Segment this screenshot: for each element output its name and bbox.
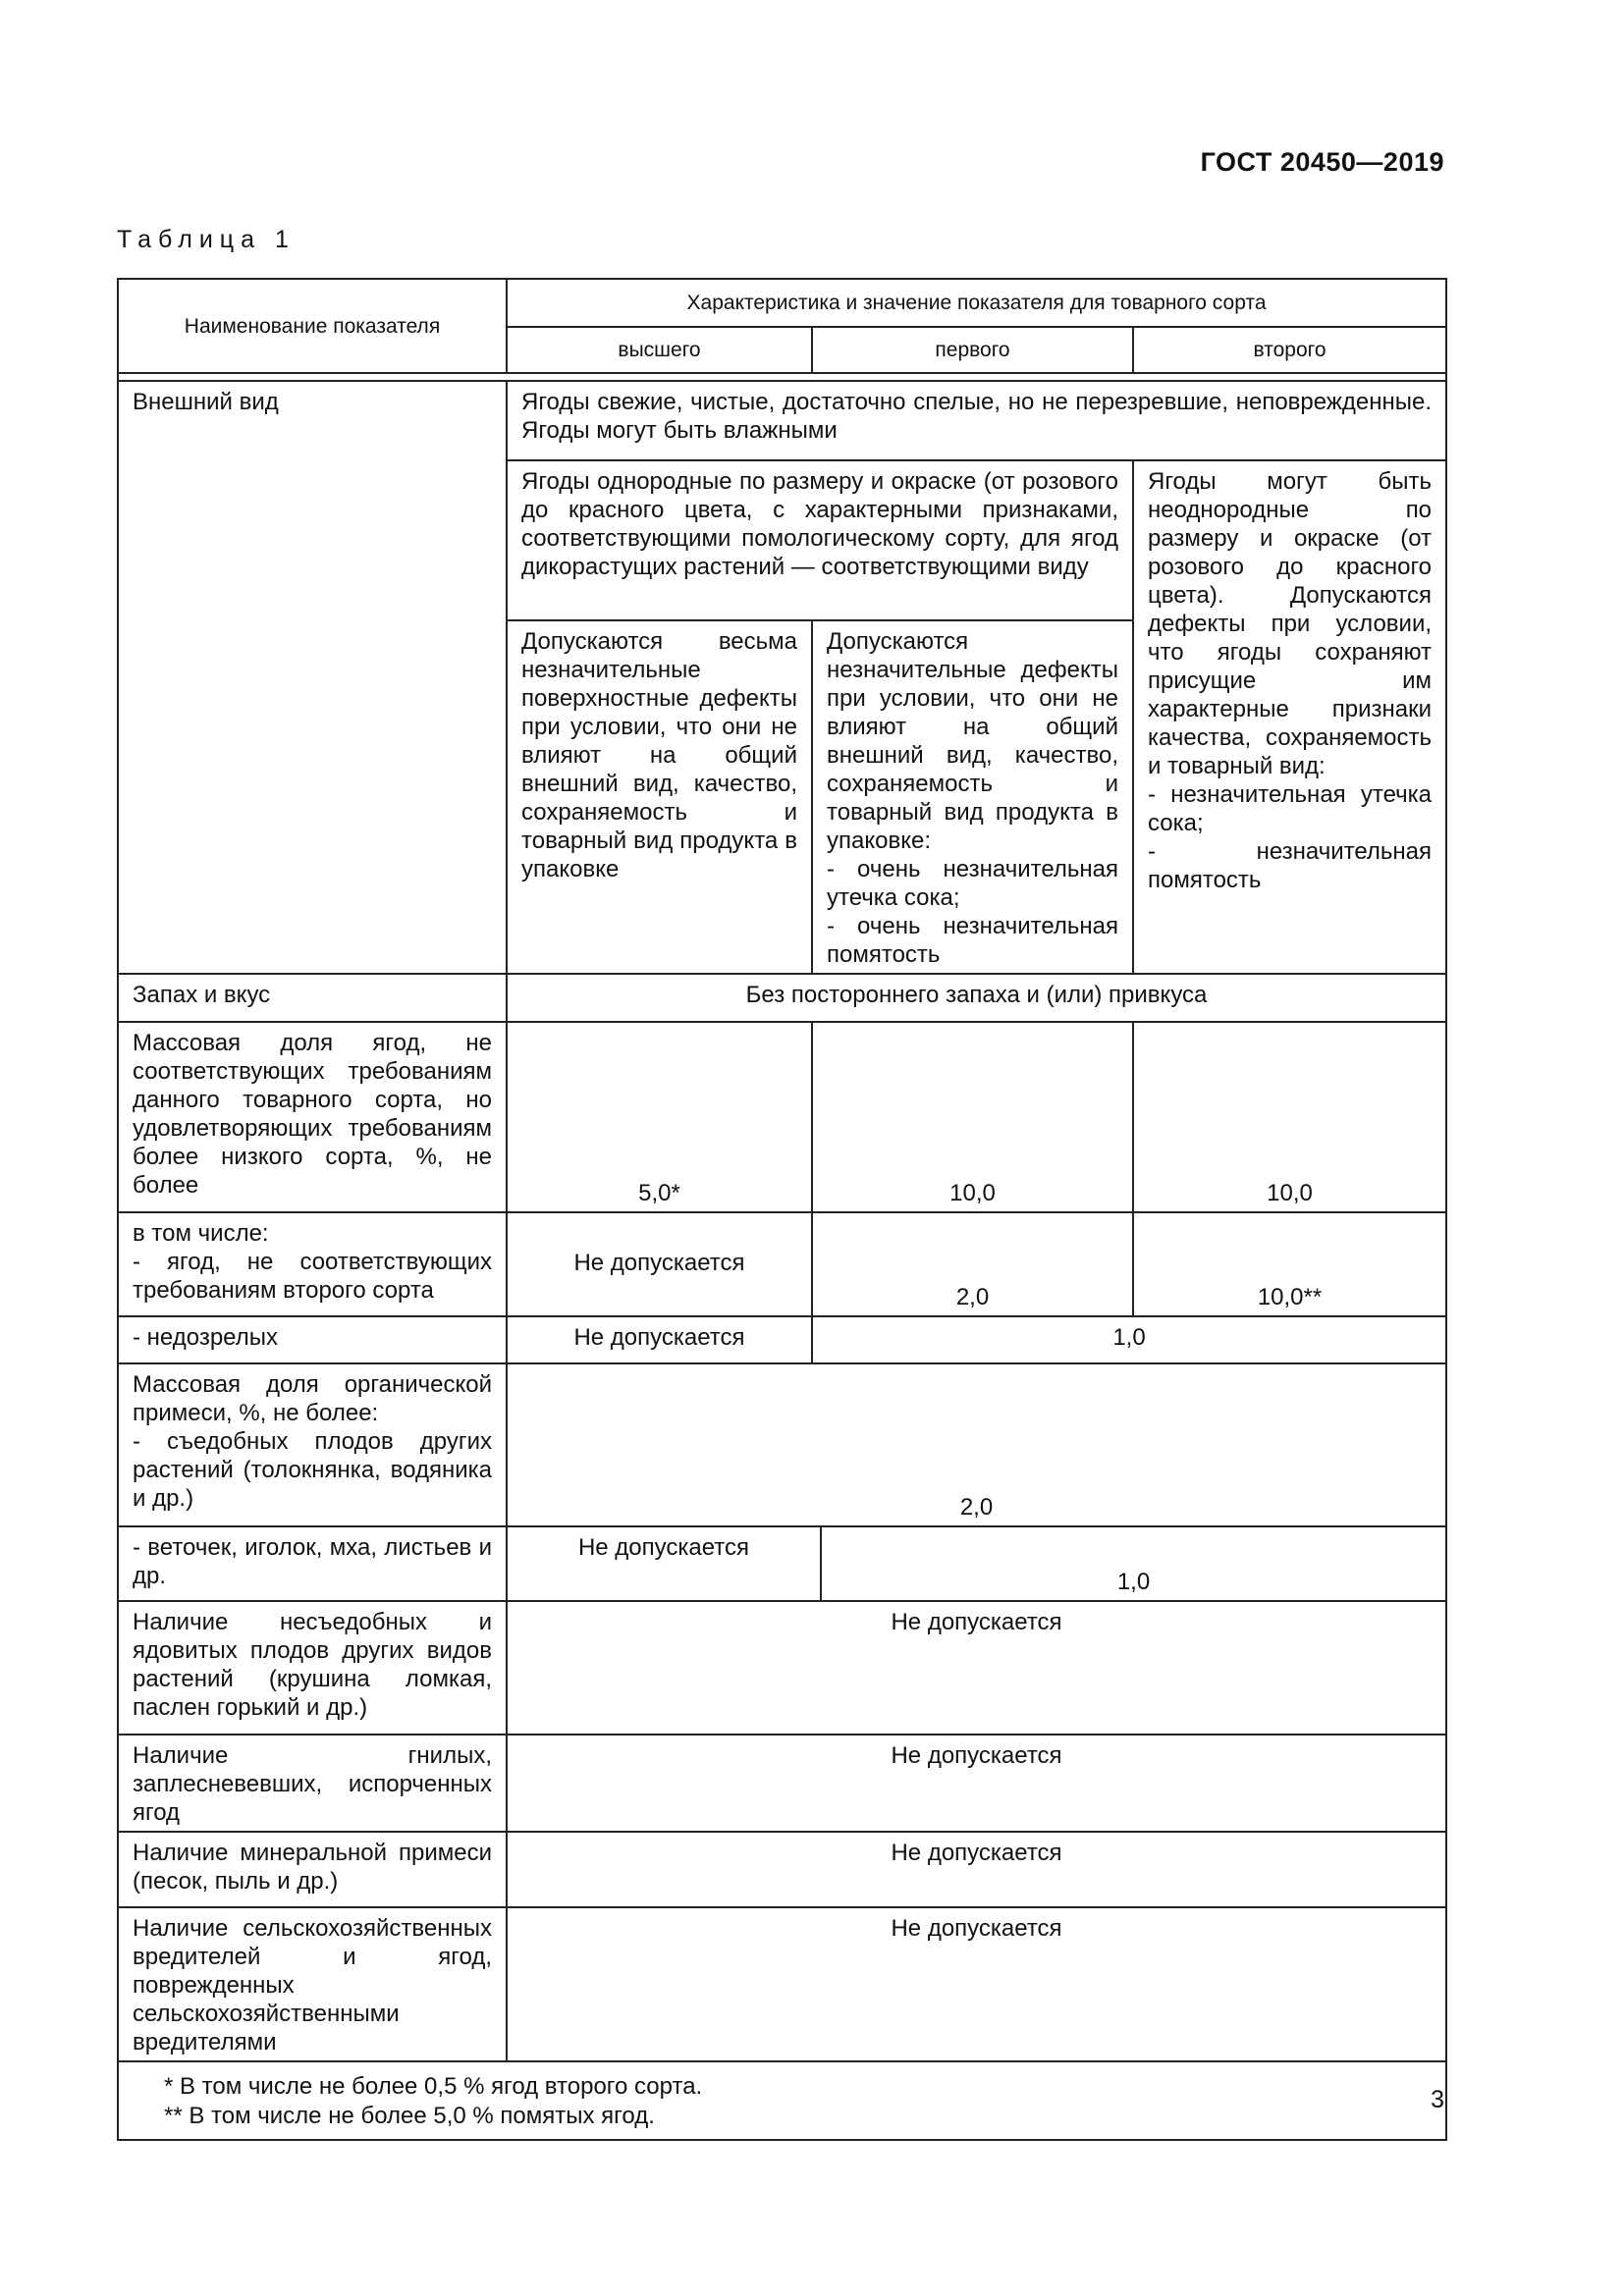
row-twigs-name: - веточек, иголок, мха, листьев и др.: [118, 1526, 507, 1601]
organic-value: 2,0: [507, 1363, 1446, 1526]
document-standard-number: ГОСТ 20450—2019: [1200, 147, 1444, 177]
mass-nonconforming-second: 10,0: [1133, 1022, 1446, 1212]
appearance-high-first: Ягоды однородные по размеру и окраске (от розового до красного цвета, с характерными признаками, соответствующими помологическому сорту, для ягод дикорастущих растений — соответствующими виду: [507, 460, 1133, 620]
page-number: 3: [1431, 2086, 1444, 2113]
row-pests-name: Наличие сельскохозяйственных вредителей и ягод, поврежденных сельскохозяйственными вредителями: [118, 1907, 507, 2061]
table-caption: Таблица 1: [117, 226, 296, 253]
quality-indicators-table: [117, 278, 1447, 2141]
row-unripe-name: - недозрелых: [118, 1316, 507, 1363]
appearance-second-item: - незначительная утечка сока;: [1148, 781, 1433, 836]
incl-second-high: Не допускается: [507, 1212, 812, 1316]
footnote: * В том числе не более 0,5 % ягод второго сорта.: [164, 2073, 703, 2100]
mass-nonconforming-high: 5,0*: [507, 1022, 812, 1212]
incl-second-first: 2,0: [812, 1212, 1133, 1316]
unripe-high: Не допускается: [507, 1316, 812, 1363]
organic-text: Массовая доля органической примеси, %, не более:: [133, 1371, 492, 1426]
header-grade-first: первого: [812, 327, 1133, 373]
appearance-all-grades: Ягоды свежие, чистые, достаточно спелые, но не перезревшие, неповрежденные. Ягоды могут быть влажными: [507, 381, 1446, 460]
appearance-first: [812, 620, 1133, 974]
twigs-high: Не допускается: [507, 1526, 821, 1601]
row-appearance-name: Внешний вид: [118, 381, 507, 974]
header-grade-second: второго: [1133, 327, 1446, 373]
appearance-first-item: - очень незначительная утечка сока;: [827, 856, 1118, 911]
rotten-value: Не допускается: [507, 1735, 1446, 1832]
appearance-second-item: - незначительная помятость: [1148, 838, 1433, 893]
header-indicator-name: Наименование показателя: [118, 279, 507, 373]
header-grade-high: высшего: [507, 327, 812, 373]
organic-sub: - съедобных плодов других растений (толокнянка, водяника и др.): [133, 1428, 492, 1512]
inedible-value: Не допускается: [507, 1601, 1446, 1735]
incl-second-second: 10,0**: [1133, 1212, 1446, 1316]
appearance-high: Допускаются весьма незначительные поверхностные дефекты при условии, что они не влияют на общий внешний вид, качество, сохраняемость и товарный вид продукта в упаковке: [507, 620, 812, 974]
row-rotten-name: Наличие гнилых, заплесневевших, испорченных ягод: [118, 1735, 507, 1832]
appearance-first-text: Допускаются незначительные дефекты при условии, что они не влияют на общий внешний вид, качество, сохраняемость и товарный вид продукта в упаковке:: [827, 628, 1118, 854]
appearance-second-text: Ягоды могут быть неоднородные по размеру и окраске (от розового до красного цвета). Допускаются дефекты при условии, что ягоды сохраняют присущие им характерные признаки качества, сохраняемость и товарный вид:: [1148, 468, 1433, 779]
row-smell-name: Запах и вкус: [118, 974, 507, 1022]
twigs-rest: 1,0: [821, 1526, 1446, 1601]
smell-value: Без постороннего запаха и (или) привкуса: [507, 974, 1446, 1022]
mineral-value: Не допускается: [507, 1832, 1446, 1907]
row-mass-nonconforming-name: Массовая доля ягод, не соответствующих требованиям данного товарного сорта, но удовлетворяющих требованиям более низкого сорта, %, не более: [118, 1022, 507, 1212]
incl-second-text: - ягод, не соответствующих требованиям второго сорта: [133, 1249, 492, 1304]
row-organic-name: [118, 1363, 507, 1526]
footnote: ** В том числе не более 5,0 % помятых ягод.: [164, 2103, 655, 2129]
appearance-first-item: - очень незначительная помятость: [827, 913, 1118, 968]
row-incl-second-name: [118, 1212, 507, 1316]
unripe-rest: 1,0: [812, 1316, 1446, 1363]
row-mineral-name: Наличие минеральной примеси (песок, пыль и др.): [118, 1832, 507, 1907]
mass-nonconforming-first: 10,0: [812, 1022, 1133, 1212]
appearance-second: [1133, 460, 1446, 974]
incl-label: в том числе:: [133, 1220, 269, 1247]
header-grade-group: Характеристика и значение показателя для товарного сорта: [507, 279, 1446, 327]
pests-value: Не допускается: [507, 1907, 1446, 2061]
table-footnotes: [118, 2061, 1446, 2140]
header-divider: [118, 373, 1446, 381]
row-inedible-name: Наличие несъедобных и ядовитых плодов других видов растений (крушина ломкая, паслен горький и др.): [118, 1601, 507, 1735]
